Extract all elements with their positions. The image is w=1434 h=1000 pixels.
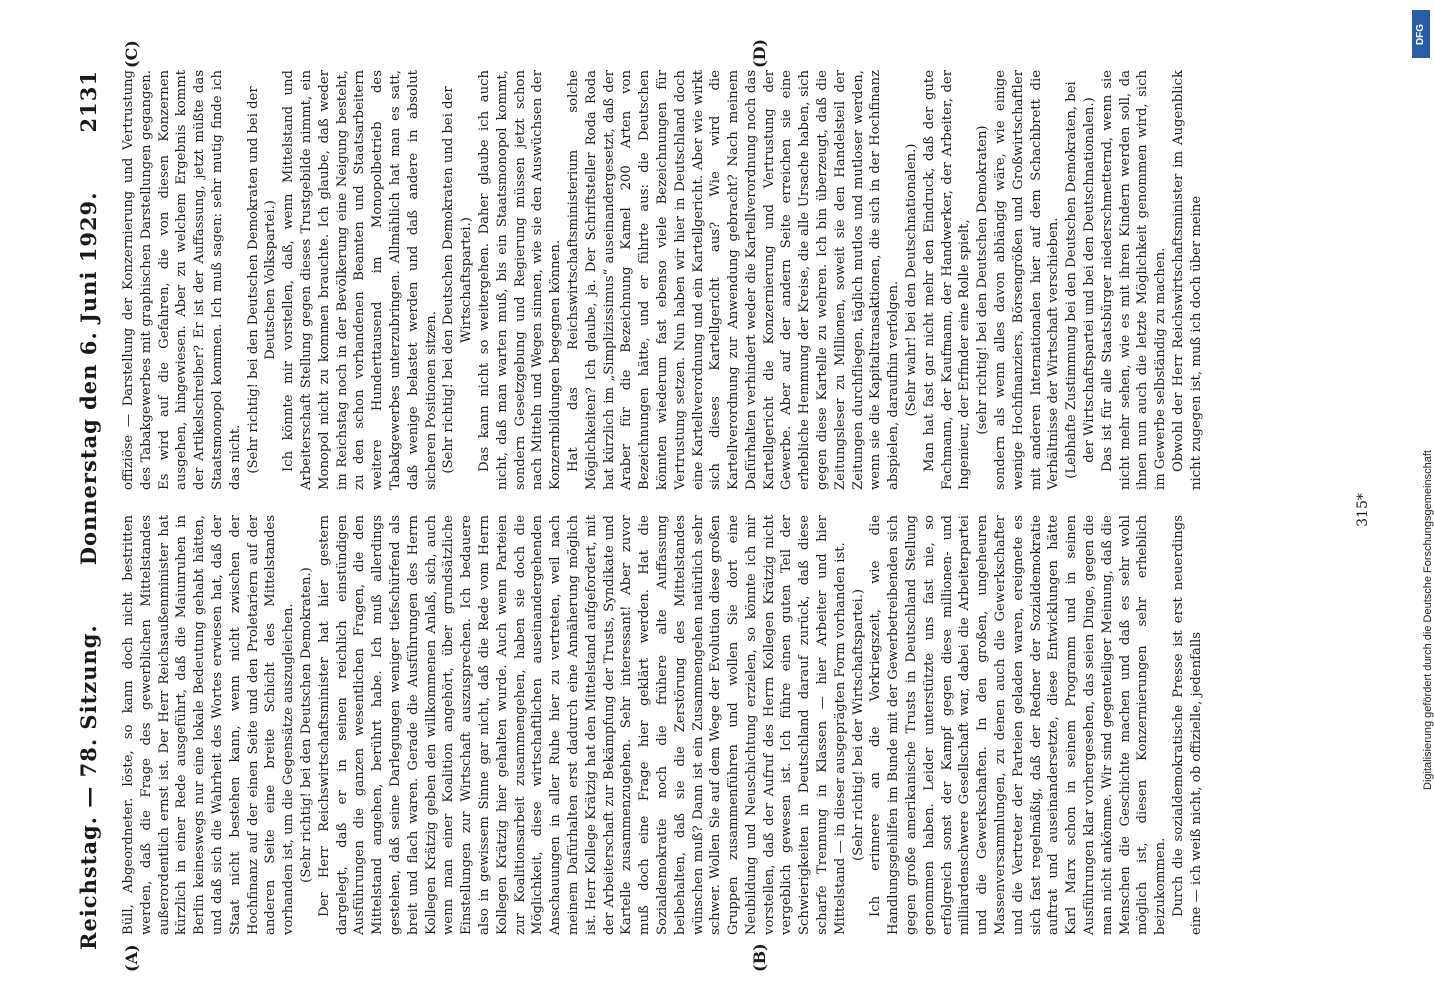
left-column — [120, 515, 1206, 935]
right-interjection: (sehr richtig! bei den Deutschen Demokraten) — [975, 125, 991, 435]
margin-letter-b: (B) — [750, 943, 769, 972]
left-interjection: (Sehr richtig! bei der Wirtschaftspartei.) — [850, 588, 866, 862]
right-interjection: (Sehr wahr! bei den Deutschnationalen.) — [904, 143, 920, 417]
page-header — [68, 70, 108, 950]
left-paragraph: Ich erinnere an die Vorkriegszeit, wie die Handlungsgehilfen im Bunde mit der Gewerbetreibenden sich gegen große amerikanische Trusts in Deutschland Stellung genommen haben. Leider unterstützte uns fast nie, so erfolgreich sonst der Kampf gegen diese millionen- und milliardenschwere Gesellschaft war, dabei die Arbeiterpartei und die Gewerkschaften. In den großen, ungeheuren Massenversammlungen, zu denen auch die Gewerkschafter und die Vertreter der Parteien geladen waren, ereignete es sich fast regelmäßig, daß der Redner der Sozialdemokratie auftrat und auseinandersetzte, diese Entwicklungen hätte Karl Marx schon in seinem Programm und in seinen Ausführungen klar vorhergesehen, das seien Dinge, gegen die man nicht ankömme. Wir sind gegenteiliger Meinung, daß die Menschen die Geschichte machen und daß es sehr wohl möglich ist, diesen Konzernierungen sehr erheblich beizukommen. — [868, 515, 1169, 935]
rotated-page — [60, 40, 1400, 980]
right-paragraph: offiziöse — Darstellung der Konzernierung und Vertrustung des Tabakgewerbes mit graphischen Darstellungen gegangen. Es wird auf die Gefahren, die von diesen Konzernen ausgehen, hingewiesen. Aber zu welchem Ergebnis kommt der Artikelschreiber? Er ist der Auffassung, jetzt müßte das Staatsmonopol kommen. Ich muß sagen: sehr mutig finde ich das nicht. — [121, 70, 243, 490]
margin-letter-d: (D) — [750, 38, 769, 68]
right-paragraph: Obwohl der Herr Reichswirtschaftsminister im Augenblick nicht zugegen ist, muß ich doch über meine — [1171, 70, 1204, 490]
right-interjection: (Sehr richtig! bei den Deutschen Demokraten und bei der Wirtschaftspartei.) — [441, 86, 475, 474]
left-interjection: (Sehr richtig! bei den Deutschen Demokraten.) — [298, 567, 314, 883]
right-column — [120, 70, 1206, 490]
header-center: Donnerstag den 6. Juni 1929. — [75, 191, 101, 566]
right-paragraph: Hat das Reichswirtschaftsministerium solche Möglichkeiten? Ich glaube, ja. Der Schriftsteller Roda Roda hat kürzlich im „Simplizissimus“ auseinandergesetzt, daß der Araber für die Bezeichnung Kamel 200 Arten von Bezeichnungen hätte, und er führte aus: die Deutschen könnten wiederum fast ebenso viele Bezeichnungen für Vertrustung setzen. Nun haben wir hier in Deutschland doch eine Kartellverordnung und ein Kartellgericht. Aber wie wirkt sich dieses Kartellgericht aus? Wie wird die Kartellverordnung zur Anwendung gebracht? Nach meinem Dafürhalten verhindert weder die Kartellverordnung noch das Kartellgericht die Konzernierung und Vertrustung der Gewerbe. Aber auf der andern Seite erreichen sie eine erhebliche Hemmung der Kreise, die alle Ursache haben, sich gegen diese Kartelle zu wehren. Ich bin überzeugt, daß die Zeitungsleser zu Millionen, soweit sie den Handelsteil der Zeitungen durchfliegen, täglich mutlos und mutloser werden, wenn sie die Kapitaltransaktionen, die sich in der Hochfinanz abspielen, daraufhin verfolgen. — [565, 70, 902, 490]
page-footer — [1355, 40, 1371, 980]
right-paragraph: Das ist für alle Staatsbürger niederschmetternd, wenn sie nicht mehr sehen, wie es mit ihren Kindern werden soll, da ihnen nun auch die letzte Möglichkeit genommen wird, sich im Gewerbe selbständig zu machen. — [1099, 70, 1169, 490]
header-left: Reichstag. — 78. Sitzung. — [75, 624, 101, 950]
margin-letter-c: (C) — [122, 40, 141, 68]
right-paragraph: Das kann nicht so weitergehen. Daher glaube ich auch nicht, daß man warten muß, bis ein Staatsmonopol kommt, sondern Gesetzgebung und Regierung müssen jetzt schon nach Mitteln und Wegen sinnen, wie sie den Auswüchsen der Konzernbildungen begegnen können. — [476, 70, 564, 490]
dfg-side-note — [1410, 10, 1434, 990]
margin-letter-a: (A) — [122, 944, 141, 972]
right-paragraph: Man hat fast gar nicht mehr den Eindruck, daß der gute Fachmann, der Kaufmann, der Handwerker, der Arbeiter, der Ingenieur, der Erfinder eine Rolle spielt, — [921, 70, 973, 490]
left-paragraph: Der Herr Reichswirtschaftsminister hat hier gestern dargelegt, daß er in seinen reichlich einstündigen Ausführungen die ganzen wesentlichen Fragen, die den Mittelstand angehen, berührt habe. Ich muß allerdings gestehen, daß seine Darlegungen weniger tiefschürfend als breit und flach waren. Gerade die Ausführungen des Herrn Kollegen Krätzig geben den willkommenen Anlaß, sich, auch wenn man einer Koalition angehört, über grundsätzliche Einstellungen zur Wirtschaft auszusprechen. Ich bedauere also in gewissem Sinne gar nicht, daß die Rede vom Herrn Kollegen Krätzig hier gehalten wurde. Auch wenn Parteien zur Koalitionsarbeit zusammengehen, haben sie doch die Möglichkeit, diese wirtschaftlichen auseinandergehenden Anschauungen in aller Ruhe hier zu vertreten, weil nach meinem Dafürhalten erst dadurch eine Annäherung möglich ist. Herr Kollege Krätzig hat den Mittelstand aufgefordert, mit der Arbeiterschaft zur Bekämpfung der Trusts, Syndikate und Kartelle zusammenzugehen. Sehr interessant! Aber zuvor muß doch eine Frage hier geklärt werden. Hat die Sozialdemokratie noch die frühere alte Auffassung beibehalten, daß sie die Zerstörung des Mittelstandes wünschen muß? Dann ist ein Zusammengehen natürlich sehr schwer. Wollen Sie auf dem Wege der Evolution diese großen Gruppen zusammenführen und wollen Sie dort eine Neubildung und Neuschichtung erzielen, so könnte ich mir vorstellen, daß der Aufruf des Herrn Kollegen Krätzig nicht vergeblich gewesen ist. Ich führe einen guten Teil der Schwierigkeiten in Deutschland darauf zurück, daß diese scharfe Trennung in Klassen — hier Arbeiter und hier Mittelstand — in dieser ausgeprägten Form vorhanden ist. — [316, 515, 848, 935]
dfg-logo: DFG — [1412, 10, 1430, 58]
right-paragraph: sondern als wenn alles davon abhängig wäre, wie einige wenige Hochfinanziers, Börsengrößen und Großwirtschaftler mit anderen Internationalen hier auf dem Schachbrett die Verhältnisse der Wirtschaft verschieben. — [993, 70, 1062, 490]
page-content — [60, 40, 1400, 980]
signature-mark: 315* — [1355, 493, 1371, 527]
right-interjection: (Lebhafte Zustimmung bei den Deutschen Demokraten, bei der Wirtschaftspartei und bei den Deutschnationalen.) — [1064, 81, 1098, 479]
dfg-credit-text: Digitalisierung gefördert durch die Deutsche Forschungsgemeinschaft — [1422, 450, 1434, 790]
left-paragraph: Büll, Abgeordneter. löste, so kann doch nicht bestritten werden, daß die Frage des gewerblichen Mittelstandes außerordentlich ernst ist. Der Herr Reichsaußenminister hat kürzlich in einer Rede ausgeführt, daß die Maiunruhen in Berlin keineswegs nur eine lokale Bedeutung gehabt hätten, und daß sich die Wahrheit des Wortes erwiesen hat, daß der Staat nicht bestehen kann, wenn nicht zwischen der Hochfinanz auf der einen Seite und den Proletariern auf der anderen Seite eine breite Schicht des Mittelstandes vorhanden ist, um die Gegensätze auszugleichen. — [121, 515, 297, 935]
right-interjection: (Sehr richtig! bei den Deutschen Demokraten und bei der Deutschen Volkspartei.) — [245, 86, 279, 474]
left-paragraph: Durch die sozialdemokratische Presse ist erst neuerdings eine — ich weiß nicht, ob offizielle, jedenfalls — [1171, 515, 1204, 935]
right-paragraph: Ich könnte mir vorstellen, daß, wenn Mittelstand und Arbeiterschaft Stellung gegen dieses Trustgebilde nimmt, ein Monopol nicht zu kommen brauchte. Ich glaube, daß weder im Reichstag noch in der Bevölkerung eine Neigung besteht, zu den schon vorhandenen Beamten und Staatsarbeitern weitere Hunderttausend im Monopolbetrieb des Tabakgewerbes unterzubringen. Allmählich hat man es satt, daß wenige belastet werden und daß andere in absolut sicheren Positionen sitzen. — [281, 70, 439, 490]
page-number: 2131 — [75, 70, 101, 133]
